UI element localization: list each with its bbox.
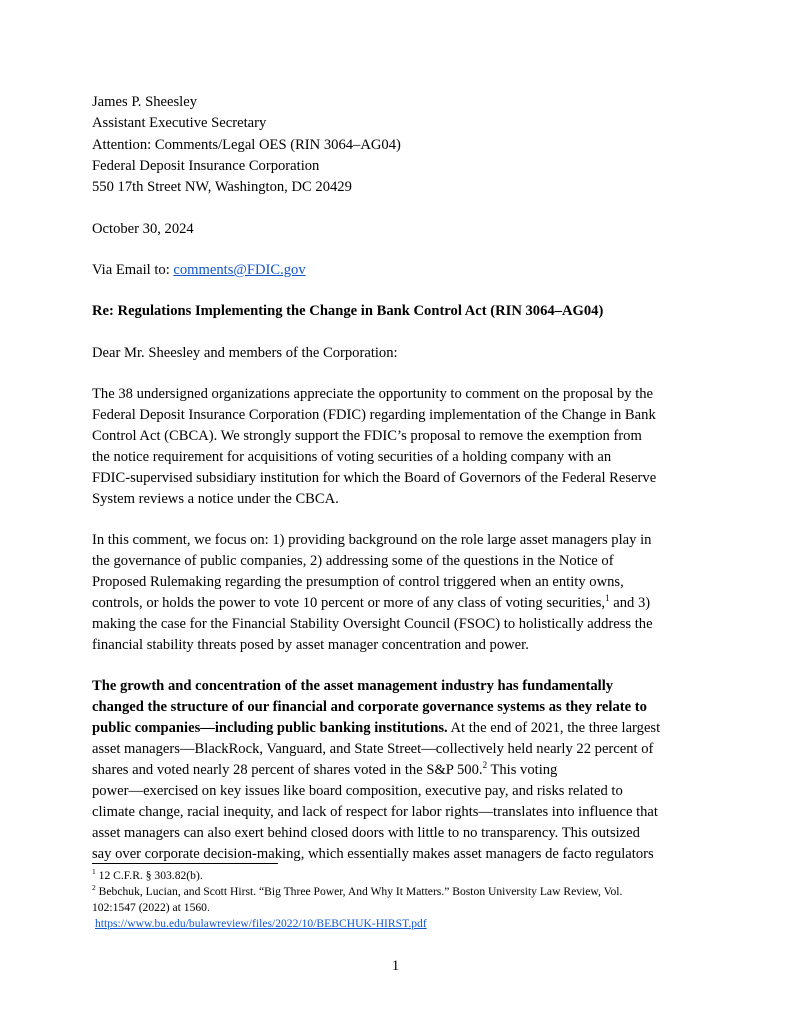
footnote-2 — [92, 884, 622, 899]
footnote-divider — [92, 863, 278, 864]
para3-line: climate change, racial inequity, and lack of respect for labor rights—translates into influence that — [92, 804, 658, 820]
footnote-ref[interactable]: 2 — [482, 760, 488, 771]
para1-line: System reviews a notice under the CBCA. — [92, 491, 339, 507]
recipient-street: 550 17th Street NW, Washington, DC 20429 — [92, 179, 352, 195]
footnote-1 — [92, 868, 203, 883]
footnote-text: 12 C.F.R. § 303.82(b). — [95, 869, 203, 882]
para3-text: This voting — [487, 762, 558, 778]
para3-line — [92, 718, 660, 738]
footnote-ref[interactable]: 1 — [605, 593, 610, 604]
page-number: 1 — [391, 958, 400, 974]
para3-bold-line: The growth and concentration of the asset management industry has fundamentally — [92, 678, 614, 694]
para3-line: asset managers can also exert behind closed doors with little to no transparency. This outsized — [92, 825, 640, 841]
para3-bold-text: public companies—including public banking institutions. — [92, 720, 448, 736]
via-email-prefix: Via Email to: — [92, 262, 174, 278]
footnote-number: 1 — [92, 867, 96, 877]
para2-line: Proposed Rulemaking regarding the presumption of control triggered when an entity owns, — [92, 574, 624, 590]
para3-line — [92, 760, 557, 780]
para2-text: and 3) — [609, 595, 651, 611]
footnote-2-cont: 102:1547 (2022) at 1560. — [92, 901, 210, 914]
attention-line: Attention: Comments/Legal OES (RIN 3064–AG04) — [92, 137, 401, 153]
para3-line: power—exercised on key issues like board composition, executive pay, and risks related to — [92, 783, 623, 799]
para3-line: asset managers—BlackRock, Vanguard, and State Street—collectively held nearly 22 percent of — [92, 741, 654, 757]
recipient-title: Assistant Executive Secretary — [92, 115, 267, 131]
para1-line: The 38 undersigned organizations appreciate the opportunity to comment on the proposal by the — [92, 386, 654, 402]
para2-line: financial stability threats posed by asset manager concentration and power. — [92, 637, 529, 653]
para1-line: the notice requirement for acquisitions of voting securities of a holding company with an — [92, 449, 612, 465]
recipient-org: Federal Deposit Insurance Corporation — [92, 158, 320, 174]
para2-line: In this comment, we focus on: 1) providing background on the role large asset managers play in — [92, 532, 652, 548]
para1-line: FDIC-supervised subsidiary institution for which the Board of Governors of the Federal Reserve — [92, 470, 657, 486]
salutation: Dear Mr. Sheesley and members of the Corporation: — [92, 345, 398, 361]
letter-date: October 30, 2024 — [92, 221, 194, 237]
footnote-url-link[interactable]: https://www.bu.edu/bulawreview/files/2022/10/BEBCHUK-HIRST.pdf — [95, 917, 427, 930]
para2-text: controls, or holds the power to vote 10 percent or more of any class of voting securities, — [92, 595, 606, 611]
footnote-text: Bebchuk, Lucian, and Scott Hirst. “Big Three Power, And Why It Matters.” Boston University Law Review, Vol. — [95, 885, 623, 898]
via-email-line — [92, 260, 306, 280]
para2-line: making the case for the Financial Stability Oversight Council (FSOC) to holistically address the — [92, 616, 653, 632]
para2-line: the governance of public companies, 2) addressing some of the questions in the Notice of — [92, 553, 614, 569]
para1-line: Federal Deposit Insurance Corporation (FDIC) regarding implementation of the Change in Bank — [92, 407, 656, 423]
para3-line: say over corporate decision-making, which essentially makes asset managers de facto regulators — [92, 846, 654, 862]
para3-bold-line: changed the structure of our financial and corporate governance systems as they relate to — [92, 699, 647, 715]
recipient-name: James P. Sheesley — [92, 94, 197, 110]
para2-line — [92, 593, 650, 613]
para3-text: shares and voted nearly 28 percent of shares voted in the S&P 500. — [92, 762, 483, 778]
footnote-number: 2 — [92, 883, 96, 893]
email-link[interactable]: comments@FDIC.gov — [173, 262, 306, 278]
subject-line: Re: Regulations Implementing the Change in Bank Control Act (RIN 3064–AG04) — [92, 303, 604, 319]
para3-text: At the end of 2021, the three largest — [447, 720, 661, 736]
para1-line: Control Act (CBCA). We strongly support the FDIC’s proposal to remove the exemption from — [92, 428, 642, 444]
